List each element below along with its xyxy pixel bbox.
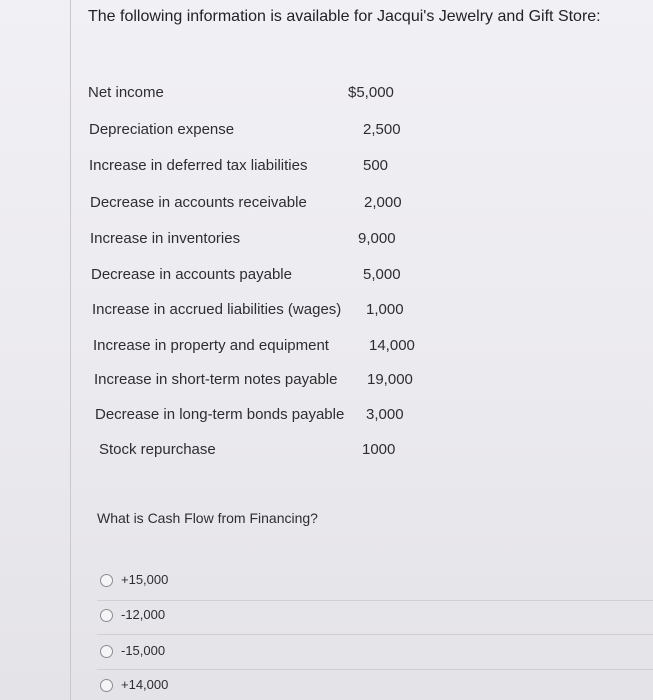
row-value: 19,000 [367,371,413,388]
row-label: Decrease in accounts receivable [90,194,307,211]
radio-button-icon[interactable] [100,645,113,658]
row-label: Decrease in long-term bonds payable [95,406,345,423]
row-label: Increase in property and equipment [93,337,329,354]
option-label[interactable]: +15,000 [121,572,169,587]
option-label[interactable]: +14,000 [121,677,169,692]
radio-button-icon[interactable] [100,574,113,587]
row-label: Increase in inventories [90,230,241,247]
panel-left-border [70,0,71,700]
row-value: 14,000 [369,337,415,354]
row-label: Net income [88,84,164,101]
row-value: 1,000 [366,301,404,318]
row-label: Stock repurchase [99,441,216,458]
option-divider [97,600,653,601]
question-prompt: What is Cash Flow from Financing? [97,510,318,526]
row-value: 1000 [362,441,396,458]
row-label: Depreciation expense [89,121,235,138]
option-label[interactable]: -15,000 [121,643,166,658]
row-value: 500 [363,157,389,174]
question-header: The following information is available for Jacqui's Jewelry and Gift Store: [88,8,601,25]
row-value: 2,500 [363,121,401,138]
row-label: Decrease in accounts payable [91,266,292,283]
row-value: $5,000 [348,84,394,101]
row-label: Increase in deferred tax liabilities [89,157,308,174]
row-value: 3,000 [366,406,404,423]
row-value: 9,000 [358,230,396,247]
option-divider [97,634,653,635]
option-divider [97,669,653,670]
option-label[interactable]: -12,000 [121,607,166,622]
radio-button-icon[interactable] [100,679,113,692]
row-label: Increase in short-term notes payable [94,371,338,388]
radio-button-icon[interactable] [100,609,113,622]
row-value: 2,000 [364,194,402,211]
row-label: Increase in accrued liabilities (wages) [92,301,342,318]
row-value: 5,000 [363,266,401,283]
